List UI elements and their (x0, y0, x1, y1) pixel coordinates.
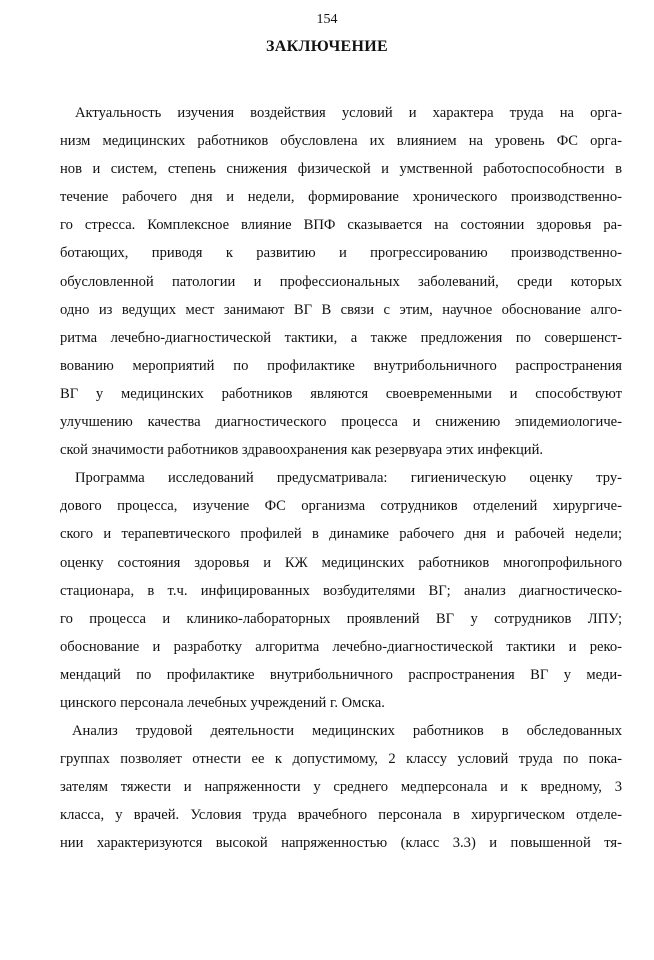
text-line: нов и систем, степень снижения физической и умственной работоспособности в (60, 161, 622, 178)
text-line: оценку состояния здоровья и КЖ медицинских работников многопрофильного (60, 554, 622, 571)
text-line: ского и терапевтического профилей в динамике рабочего дня и рабочей недели; (60, 526, 622, 543)
text-line: одно из ведущих мест занимают ВГ В связи с этим, научное обоснование алго- (60, 301, 622, 318)
text-line: группах позволяет отнести ее к допустимому, 2 классу условий труда по пока- (60, 751, 622, 768)
text-line: ВГ у медицинских работников являются своевременными и способствуют (60, 385, 622, 402)
text-line: цинского персонала лечебных учреждений г. Омска. (60, 694, 385, 711)
paragraph-2 (60, 464, 622, 717)
text-line: мендаций по профилактике внутрибольничного распространения ВГ у меди- (60, 666, 622, 683)
text-line: Программа исследований предусматривала: гигиеническую оценку тру- (75, 470, 622, 487)
text-line: нии характеризуются высокой напряженностью (класс 3.3) и повышенной тя- (60, 835, 622, 852)
text-line: течение рабочего дня и недели, формирование хронического производственно- (60, 189, 622, 206)
page-number: 154 (316, 12, 338, 27)
text-line: ботающих, приводя к развитию и прогрессированию производственно- (60, 245, 622, 262)
paragraph-1 (60, 99, 622, 464)
text-line: ской значимости работников здравоохранения как резервуара этих инфекций. (60, 442, 544, 459)
text-line: низм медицинских работников обусловлена их влиянием на уровень ФС орга- (60, 133, 622, 150)
text-line: Анализ трудовой деятельности медицинских работников в обследованных (72, 723, 622, 740)
text-line: ритма лечебно-диагностической тактики, а также предложения по совершенст- (60, 329, 622, 346)
text-line: Актуальность изучения воздействия условий и характера труда на орга- (75, 105, 622, 121)
text-line: обусловленной патологии и профессиональных заболеваний, среди которых (60, 273, 622, 290)
page-title: ЗАКЛЮЧЕНИЕ (266, 38, 388, 55)
text-line: дового процесса, изучение ФС организма сотрудников отделений хирургиче- (60, 498, 622, 515)
text-line: стационара, в т.ч. инфицированных возбудителями ВГ; анализ диагностическо- (60, 582, 622, 599)
text-line: улучшению качества диагностического процесса и снижению эпидемиологиче- (60, 414, 622, 431)
text-line: вованию мероприятий по профилактике внутрибольничного распространения (60, 357, 622, 374)
text-line: обоснование и разработку алгоритма лечебно-диагностической тактики и реко- (60, 638, 622, 655)
text-line: го стресса. Комплексное влияние ВПФ сказывается на состоянии здоровья ра- (60, 217, 622, 234)
text-line: класса, у врачей. Условия труда врачебного персонала в хирургическом отделе- (60, 807, 622, 824)
paragraph-3 (60, 717, 622, 857)
document-body (60, 99, 622, 858)
text-line: зателям тяжести и напряженности у среднего медперсонала и к вредному, 3 (60, 779, 622, 796)
text-line: го процесса и клинико-лабораторных проявлений ВГ у сотрудников ЛПУ; (60, 610, 622, 627)
